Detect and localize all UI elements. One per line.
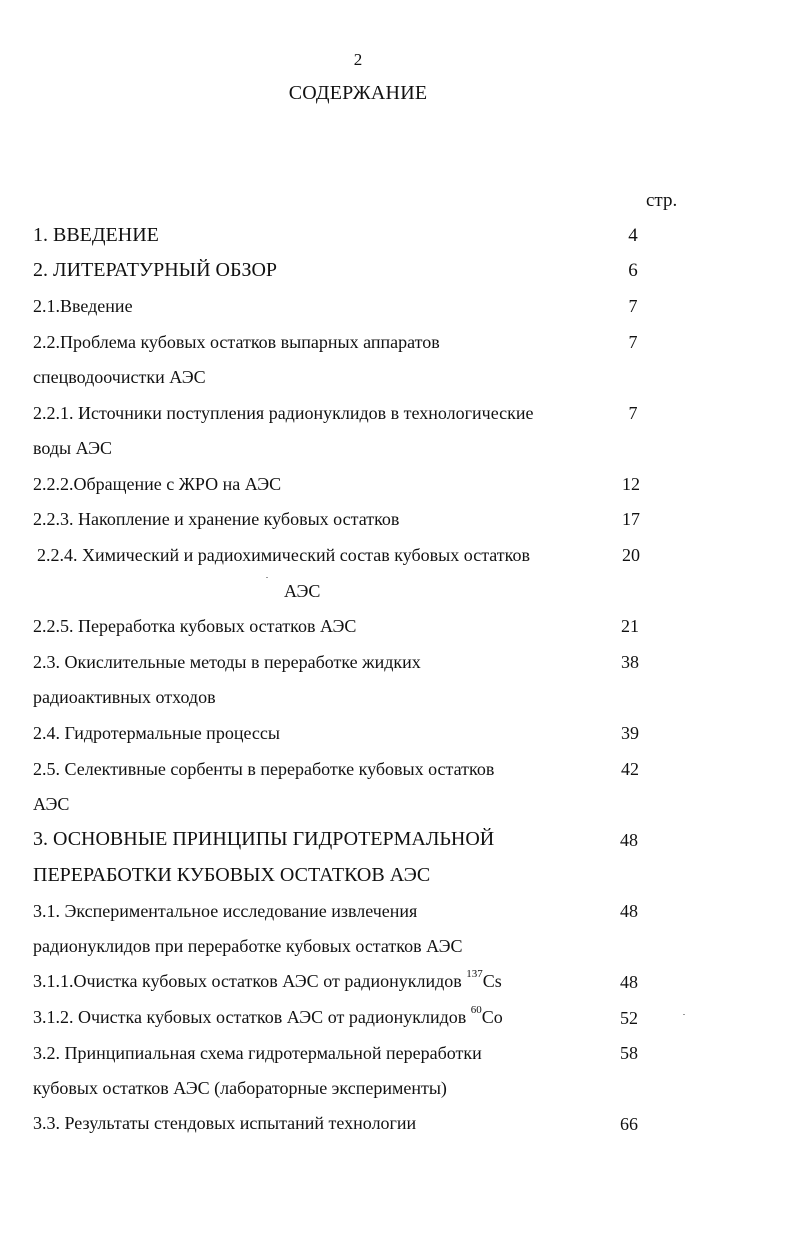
toc-entry-title: 3.1.2. Очистка кубовых остатков АЭС от радионуклидов $^{60}$Co — [33, 1004, 503, 1027]
toc-entry-page: 48 — [620, 830, 638, 850]
toc-entry-title-continued: радионуклидов при переработке кубовых остатков АЭС — [33, 936, 463, 956]
toc-entry-page: 12 — [622, 474, 640, 494]
toc-entry-page: 38 — [621, 652, 639, 672]
toc-entry-page: 7 — [628, 332, 638, 352]
toc-entry-title: 2.2.4. Химический и радиохимический состав кубовых остатков — [37, 545, 531, 565]
toc-entry-page: 7 — [628, 403, 638, 423]
toc-entry-title: 2.2.5. Переработка кубовых остатков АЭС — [33, 616, 357, 636]
toc-entry-title: 2.2.2.Обращение с ЖРО на АЭС — [33, 474, 282, 494]
toc-entry-page: 42 — [621, 759, 639, 779]
toc-entry-title-continued: радиоактивных отходов — [33, 687, 216, 707]
toc-entry-title: 3.1.1.Очистка кубовых остатков АЭС от радионуклидов $^{137}$Cs — [33, 968, 502, 991]
toc-entry-title-continued: АЭС — [33, 794, 70, 814]
toc-entry-title: 3.2. Принципиальная схема гидротермальной переработки — [33, 1043, 482, 1063]
page-number: 2 — [353, 50, 363, 69]
toc-entry-page: 4 — [628, 225, 638, 246]
toc-entry-title: 3.3. Результаты стендовых испытаний технологии — [33, 1113, 417, 1133]
toc-entry-title: 3.1. Экспериментальное исследование извлечения — [33, 901, 418, 921]
toc-entry-title: 2.4. Гидротермальные процессы — [33, 723, 280, 743]
toc-entry-title-continued: ПЕРЕРАБОТКИ КУБОВЫХ ОСТАТКОВ АЭС — [33, 864, 431, 886]
toc-entry-title: 2.3. Окислительные методы в переработке жидких — [33, 652, 421, 672]
page-column-header: стр. — [646, 190, 678, 211]
toc-entry-page: 58 — [620, 1043, 638, 1063]
isotope-symbol: Cs — [482, 971, 502, 991]
toc-entry-page: 21 — [621, 616, 639, 636]
toc-entry-page: 7 — [628, 296, 638, 316]
toc-entry-title: 1. ВВЕДЕНИЕ — [33, 224, 159, 246]
toc-entry-title: 2. ЛИТЕРАТУРНЫЙ ОБЗОР — [33, 259, 278, 281]
page-title: СОДЕРЖАНИЕ — [288, 82, 428, 104]
toc-entry-title: 2.2.3. Накопление и хранение кубовых остатков — [33, 509, 400, 529]
toc-entry-page: 52 — [620, 1008, 638, 1028]
toc-entry-page: 17 — [622, 509, 640, 529]
toc-entry-page: 39 — [621, 723, 639, 743]
isotope-mass-number: 137 — [466, 968, 483, 980]
toc-entry-title: 3. ОСНОВНЫЕ ПРИНЦИПЫ ГИДРОТЕРМАЛЬНОЙ — [33, 828, 495, 850]
isotope-symbol: Co — [481, 1007, 503, 1027]
isotope-mass-number: 60 — [470, 1004, 482, 1016]
toc-entry-title: 2.5. Селективные сорбенты в переработке кубовых остатков — [33, 759, 495, 779]
toc-entry-title-continued: воды АЭС — [33, 438, 113, 458]
toc-entry-title: 2.2.1. Источники поступления радионуклидов в технологические — [33, 403, 534, 423]
toc-entry-title-continued: спецводоочистки АЭС — [33, 367, 206, 387]
toc-entry-title-continued: кубовых остатков АЭС (лабораторные эксперименты) — [33, 1078, 447, 1098]
toc-entry-page: 20 — [622, 545, 640, 565]
toc-entry-title: 2.2.Проблема кубовых остатков выпарных аппаратов — [33, 332, 440, 352]
toc-entry-page: 48 — [620, 972, 638, 992]
scan-speck — [266, 577, 268, 578]
toc-entry-title-continued: АЭС — [284, 581, 321, 601]
toc-entry-page: 66 — [620, 1114, 638, 1134]
toc-entry-title: 2.1.Введение — [33, 296, 133, 316]
toc-entry-page: 6 — [628, 260, 638, 281]
scan-speck — [683, 1014, 685, 1015]
toc-entry-page: 48 — [620, 901, 638, 921]
